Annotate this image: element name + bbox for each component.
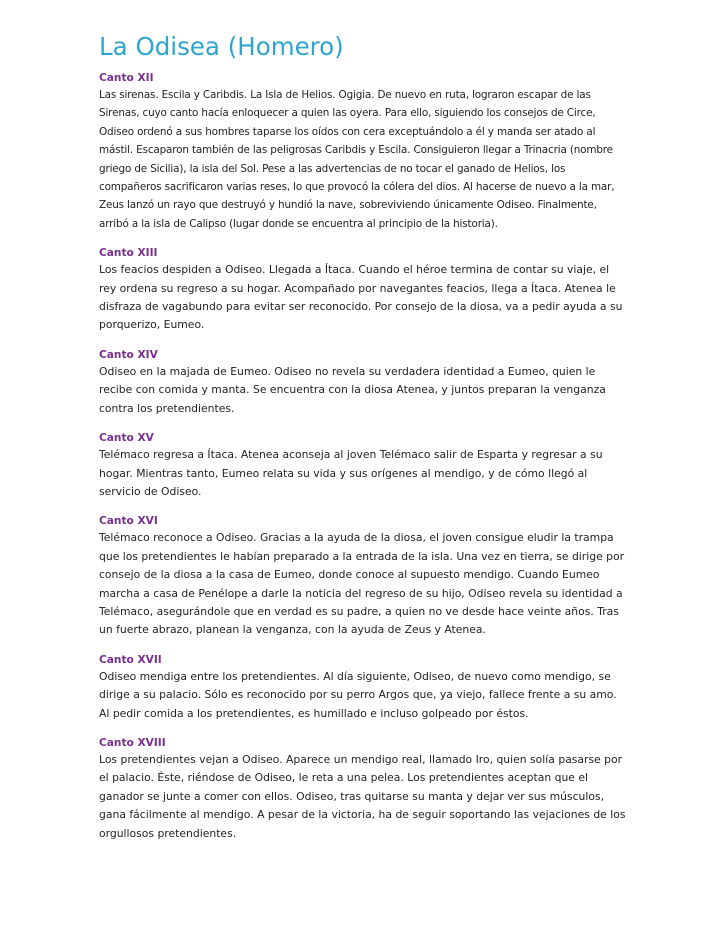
section-heading: Canto XVIII [99, 736, 166, 749]
section-body: Los feacios despiden a Odiseo. Llegada a Ítaca. Cuando el héroe termina de contar su viaje, el rey ordena su regreso a su hogar. Acompañado por navegantes feacios, llega a Ítaca. Atenea le disfraza de vagabundo para evitar ser reconocido. Por consejo de la diosa, va a pedir ayuda a su porquerizo, Eumeo. [99, 263, 623, 332]
section-heading: Canto XII [99, 72, 154, 84]
document-page [99, 32, 629, 856]
document-title: La Odisea (Homero) [99, 32, 344, 61]
section-canto-xviii [99, 736, 629, 843]
section-canto-xiii [99, 246, 629, 335]
section-heading: Canto XVI [99, 515, 158, 528]
section-heading: Canto XVII [99, 653, 162, 666]
section-canto-xii [99, 71, 629, 233]
section-body: Telémaco regresa a Ítaca. Atenea aconseja al joven Telémaco salir de Esparta y regresar a su hogar. Mientras tanto, Eumeo relata su vida y sus orígenes al mendigo, y de cómo llegó al servicio de Odiseo. [99, 448, 603, 498]
section-canto-xv [99, 431, 629, 501]
section-heading: Canto XV [99, 432, 154, 445]
section-body: Las sirenas. Escila y Caribdis. La Isla de Helios. Ogigia. De nuevo en ruta, lograron escapar de las Sirenas, cuyo canto hacía enloquecer a quien las oyera. Para ello, siguiendo los consejos de Circe, Odiseo ordenó a sus hombres taparse los oídos con cera exceptuándolo a él y manda ser atado al mástil. Escaparon también de las peligrosas Caribdis y Escila. Consiguieron llegar a Trinacria (nombre griego de Sicilia), la isla del Sol. Pese a las advertencias de no tocar el ganado de Helios, los compañeros sacrificaron varias reses, lo que provocó la cólera del dios. Al hacerse de nuevo a la mar, Zeus lanzó un rayo que destruyó y hundió la nave, sobreviviendo únicamente Odiseo. Finalmente, arribó a la isla de Calipso (lugar donde se encuentra al principio de la historia). [99, 89, 615, 230]
section-body: Odiseo mendiga entre los pretendientes. Al día siguiente, Odiseo, de nuevo como mendigo, se dirige a su palacio. Sólo es reconocido por su perro Argos que, ya viejo, fallece frente a su amo. Al pedir comida a los pretendientes, es humillado e incluso golpeado por éstos. [99, 669, 617, 720]
section-heading: Canto XIV [99, 348, 158, 361]
section-body: Odiseo en la majada de Eumeo. Odiseo no revela su verdadera identidad a Eumeo, quien le recibe con comida y manta. Se encuentra con la diosa Atenea, y juntos preparan la venganza contra los pretendientes. [99, 364, 606, 415]
section-heading: Canto XIII [99, 247, 158, 260]
section-canto-xvi [99, 514, 629, 639]
section-body: Telémaco reconoce a Odiseo. Gracias a la ayuda de la diosa, el joven consigue eludir la trampa que los pretendientes le habían preparado a la entrada de la isla. Una vez en tierra, se dirige por consejo de la diosa a la casa de Eumeo, donde conoce al supuesto mendigo. Cuando Eumeo marcha a casa de Penélope a darle la noticia del regreso de su hijo, Odiseo revela su identidad a Telémaco, asegurándole que en verdad es su padre, a quien no ve desde hace veinte años. Tras un fuerte abrazo, planean la venganza, con la ayuda de Zeus y Atenea. [99, 531, 625, 637]
section-body: Los pretendientes vejan a Odiseo. Aparece un mendigo real, llamado Iro, quien solía pasarse por el palacio. Éste, riéndose de Odiseo, le reta a una pelea. Los pretendientes aceptan que el ganador se junte a comer con ellos. Odiseo, tras quitarse su manta y dejar ver sus músculos, gana fácilmente al mendigo. A pesar de la victoria, ha de seguir soportando las vejaciones de los orgullosos pretendientes. [99, 752, 626, 840]
section-canto-xiv [99, 348, 629, 418]
section-canto-xvii [99, 653, 629, 723]
